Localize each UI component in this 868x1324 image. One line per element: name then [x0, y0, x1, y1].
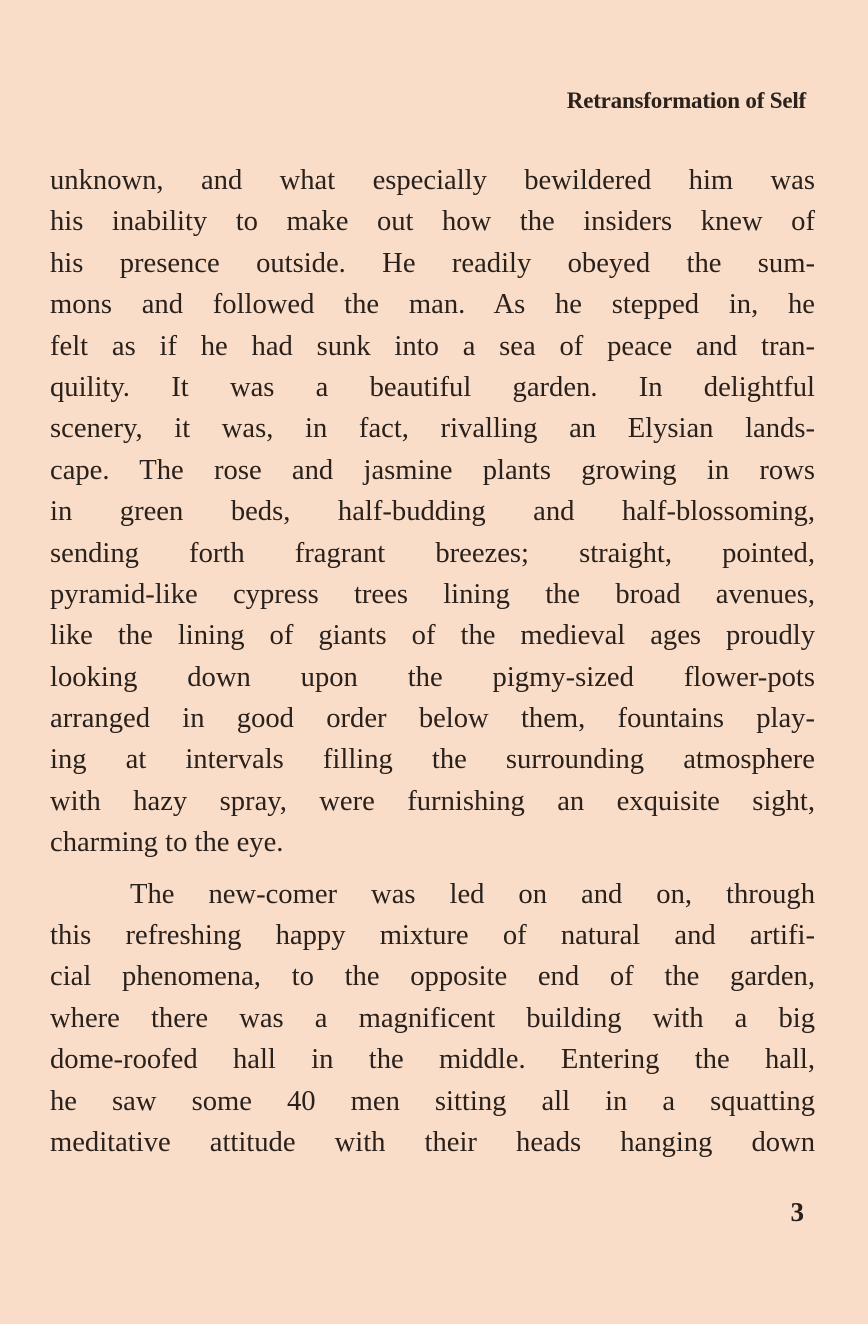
text-line: felt as if he had sunk into a sea of peace and tran-	[50, 330, 815, 362]
text-line: where there was a magnificent building with a big	[50, 1002, 815, 1034]
paragraph-2	[50, 874, 815, 1164]
text-line: unknown, and what especially bewildered him was	[50, 165, 815, 196]
text-line: arranged in good order below them, fountains play-	[50, 703, 815, 735]
text-line: like the lining of giants of the medieval ages proudly	[50, 620, 815, 652]
text-line: scenery, it was, in fact, rivalling an Elysian lands-	[50, 413, 815, 445]
text-line: cape. The rose and jasmine plants growing in rows	[50, 454, 815, 486]
text-line: with hazy spray, were furnishing an exquisite sight,	[50, 785, 815, 817]
text-line: his inability to make out how the insiders knew of	[50, 206, 815, 238]
text-line: this refreshing happy mixture of natural and artifi-	[50, 920, 815, 952]
text-line: meditative attitude with their heads hanging down	[50, 1126, 815, 1158]
text-line: ing at intervals filling the surrounding atmosphere	[50, 744, 815, 776]
text-line: cial phenomena, to the opposite end of the garden,	[50, 961, 815, 993]
text-line: mons and followed the man. As he stepped in, he	[50, 289, 815, 321]
paragraph-1	[50, 160, 815, 864]
text-line: his presence outside. He readily obeyed the sum-	[50, 247, 815, 279]
text-line: charming to the eye.	[50, 827, 284, 859]
text-line: sending forth fragrant breezes; straight, pointed,	[50, 537, 815, 569]
text-line: in green beds, half-budding and half-blossoming,	[50, 496, 815, 528]
body-text	[50, 160, 815, 1163]
text-line: quility. It was a beautiful garden. In delightful	[50, 371, 815, 403]
text-line: pyramid-like cypress trees lining the broad avenues,	[50, 578, 815, 610]
page-number: 3	[790, 1197, 804, 1227]
paragraph-gap	[50, 864, 815, 874]
text-line: dome-roofed hall in the middle. Entering the hall,	[50, 1044, 815, 1076]
text-line: The new-comer was led on and on, through	[130, 878, 815, 910]
text-line: looking down upon the pigmy-sized flower-pots	[50, 661, 815, 693]
running-head: Retransformation of Self	[566, 88, 806, 113]
text-line: he saw some 40 men sitting all in a squatting	[50, 1085, 815, 1117]
